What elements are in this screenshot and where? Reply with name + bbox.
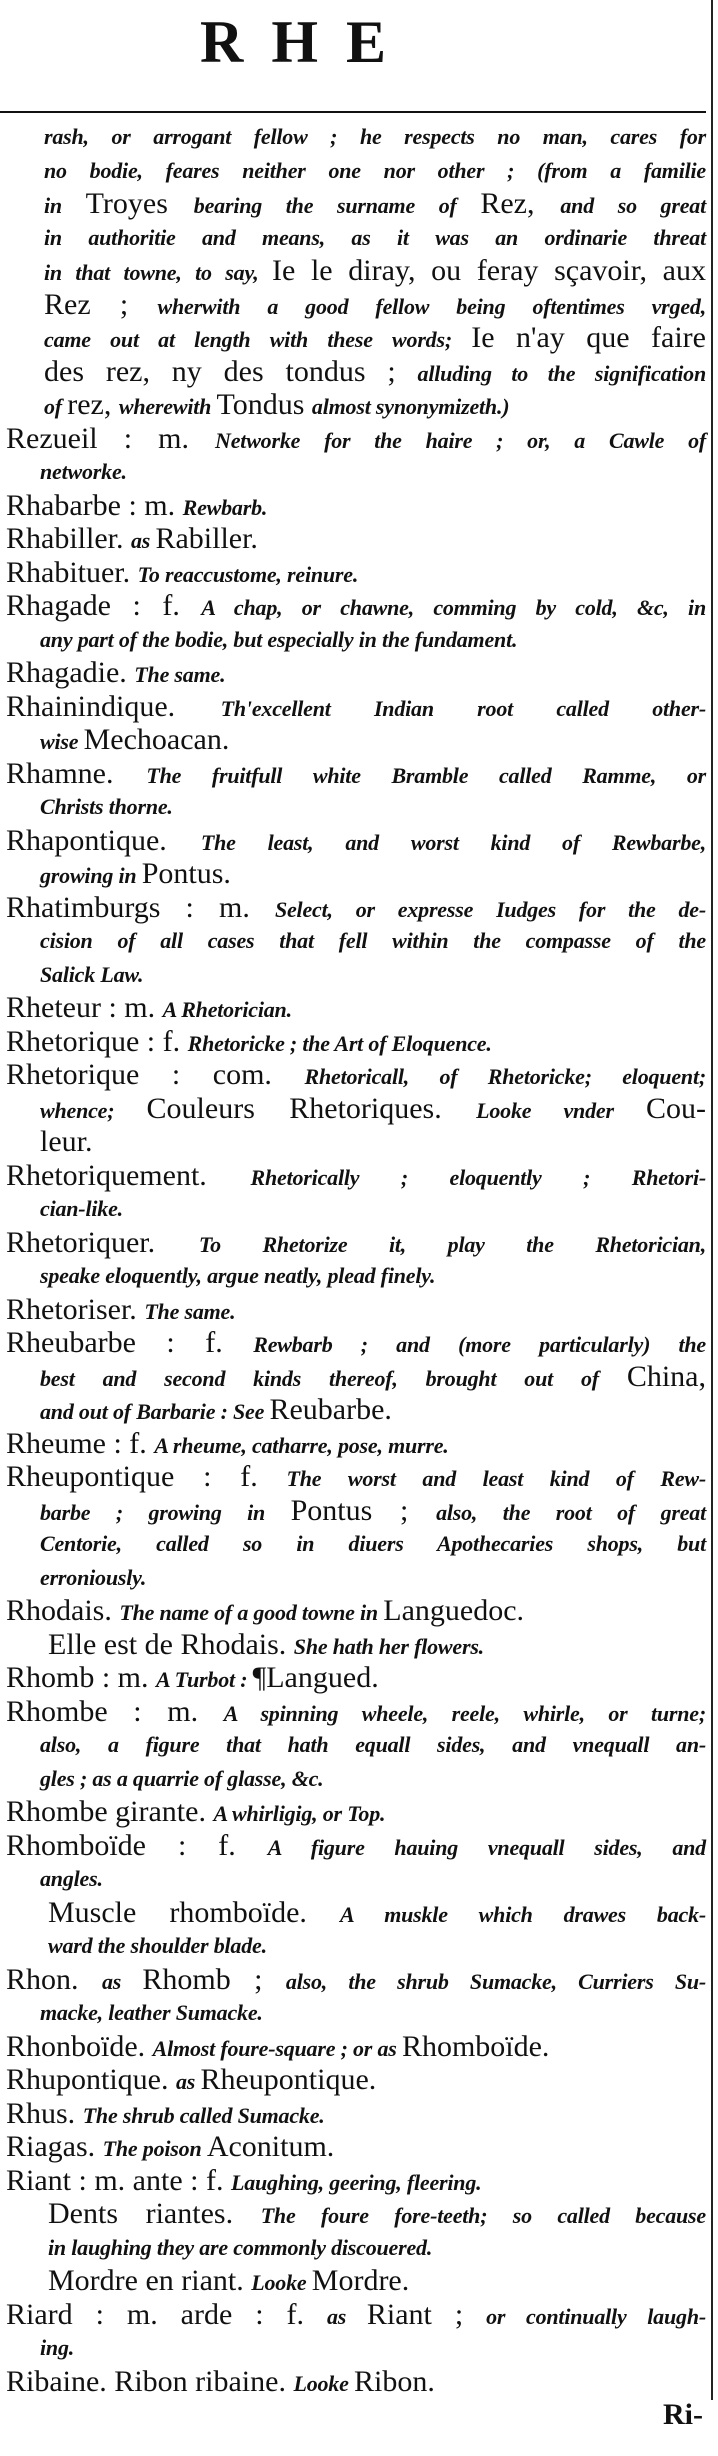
english-gloss: bearing the surname of — [193, 193, 481, 218]
english-gloss: rash, or arrogant fellow ; he respects no man, cares for — [44, 124, 706, 149]
french-text: Rhomb ; — [142, 1962, 286, 1996]
dictionary-entry — [6, 1695, 706, 1796]
text-line — [6, 958, 706, 992]
text-line — [6, 656, 706, 690]
english-gloss: growing in — [40, 863, 142, 888]
french-text: Ribon. — [353, 2364, 435, 2398]
english-gloss: Rhetoricall, of Rhetoricke; eloquent; — [304, 1064, 706, 1089]
english-gloss: The worst and least kind of Rew- — [286, 1466, 706, 1491]
dictionary-entry — [6, 1795, 706, 1829]
text-line — [6, 154, 706, 188]
catchword: Ri- — [663, 2398, 703, 2431]
text-line — [6, 2197, 706, 2231]
dictionary-entry — [6, 824, 706, 891]
headword: Rhon. — [6, 1962, 102, 1996]
french-text: ¶Langued. — [252, 1661, 379, 1694]
headword: Rhombe girante. — [6, 1795, 214, 1828]
text-line — [6, 1159, 706, 1193]
sub-entry — [6, 1896, 706, 1963]
french-text: Pontus ; — [290, 1493, 437, 1527]
english-gloss: Almost foure-square ; or as — [152, 2035, 402, 2061]
text-line — [6, 857, 706, 891]
english-gloss: macke, leather Sumacke. — [40, 2000, 263, 2025]
page-edge-rule — [711, 0, 713, 2400]
text-line — [6, 1527, 706, 1561]
english-gloss: in laughing they are commonly discouered. — [48, 2234, 433, 2260]
headword: Rhainindique. — [6, 689, 221, 723]
english-gloss: also, a figure that hath equall sides, and vnequall an- — [40, 1732, 706, 1757]
english-gloss: The foure fore-teeth; so called because — [260, 2203, 706, 2228]
text-line — [6, 1963, 706, 1997]
dictionary-entry — [6, 1594, 706, 1628]
sub-entry — [6, 2264, 706, 2298]
headword: Rhapontique. — [6, 823, 201, 857]
headword: Rhomboïde : f. — [6, 1828, 268, 1862]
text-line — [6, 1393, 706, 1427]
text-line — [6, 2130, 706, 2164]
text-line — [6, 1728, 706, 1762]
english-gloss: A Rhetorician. — [162, 997, 292, 1022]
headword: Rezueil : m. — [6, 421, 216, 455]
text-line — [6, 388, 706, 422]
text-line — [6, 1795, 706, 1829]
english-gloss: She hath her flowers. — [293, 1633, 484, 1659]
dictionary-entry — [6, 2164, 706, 2198]
headword: Rhus. — [6, 2096, 83, 2130]
french-text: China, — [626, 1359, 706, 1393]
dictionary-entry — [6, 2130, 706, 2164]
sub-entry — [6, 2197, 706, 2264]
french-text: Mechoacan. — [83, 723, 230, 756]
english-gloss: as — [101, 1968, 143, 1994]
headword: Riagas. — [6, 2130, 103, 2163]
french-text: Couleurs Rhetoriques. — [146, 1091, 477, 1125]
english-gloss: Looke vnder — [476, 1097, 646, 1123]
dictionary-entry — [6, 1460, 706, 1594]
english-gloss: A rheume, catharre, pose, murre. — [154, 1432, 449, 1458]
dictionary-entry — [6, 556, 706, 590]
english-gloss: Centorie, called so in diuers Apothecaries shops, but — [40, 1531, 706, 1556]
text-line — [6, 1896, 706, 1930]
headword: Dents riantes. — [48, 2197, 261, 2230]
text-line — [6, 1628, 706, 1662]
french-text: Rez ; — [44, 287, 158, 321]
headword: Rhetorique : f. — [6, 1024, 188, 1058]
dictionary-entry — [6, 1293, 706, 1327]
text-line — [6, 1695, 706, 1729]
english-gloss: angles. — [40, 1866, 103, 1891]
headword: Rhetoriser. — [6, 1292, 145, 1326]
english-gloss: Looke — [251, 2270, 312, 2295]
text-line — [6, 221, 706, 255]
english-gloss: networke. — [40, 459, 127, 484]
dictionary-entry — [6, 690, 706, 757]
text-line — [6, 1226, 706, 1260]
text-line — [6, 321, 706, 355]
text-line — [6, 891, 706, 925]
text-line — [6, 1058, 706, 1092]
french-text: rez, — [67, 388, 119, 421]
english-gloss: cian-like. — [40, 1196, 123, 1221]
dictionary-entry — [6, 489, 706, 523]
french-text: Tondus — [216, 388, 312, 421]
english-gloss: alluding to the signification — [417, 360, 706, 386]
english-gloss: also, the root of great — [436, 1499, 707, 1525]
french-text: Pontus. — [141, 857, 231, 890]
english-gloss: A Turbot : — [156, 1667, 253, 1692]
text-line — [6, 254, 706, 288]
english-gloss: The same. — [134, 662, 226, 687]
english-gloss: A spinning wheele, reele, whirle, or turne; — [223, 1700, 706, 1726]
english-gloss: gles ; as a quarrie of glasse, &c. — [40, 1765, 324, 1791]
text-line — [6, 2063, 706, 2097]
english-gloss: Rhetoricke ; the Art of Eloquence. — [187, 1030, 492, 1056]
english-gloss: A figure hauing vnequall sides, and — [267, 1834, 706, 1860]
dictionary-entry — [6, 757, 706, 824]
text-line — [6, 824, 706, 858]
text-line — [6, 991, 706, 1025]
text-line — [6, 1427, 706, 1461]
english-gloss: wherewith — [118, 394, 217, 419]
english-gloss: best and second kinds thereof, brought out of — [40, 1365, 627, 1391]
english-gloss: and so great — [560, 193, 706, 218]
text-line — [6, 187, 706, 221]
french-text: Ie n'ay que faire — [471, 321, 706, 354]
dictionary-entry — [6, 2030, 706, 2064]
text-line — [6, 2298, 706, 2332]
text-line — [6, 924, 706, 958]
text-line — [6, 489, 706, 523]
english-gloss: in that towne, to say, — [44, 260, 272, 285]
french-text: Troyes — [85, 187, 194, 220]
headword: Rhupontique. — [6, 2063, 176, 2096]
english-gloss: Networke for the haire ; or, a Cawle of — [215, 427, 706, 453]
dictionary-entry — [6, 1427, 706, 1461]
text-line — [6, 1661, 706, 1695]
french-text: Reubarbe. — [269, 1393, 392, 1426]
english-gloss: Th'excellent Indian root called other- — [220, 695, 706, 721]
text-line — [6, 522, 706, 556]
french-text: des rez, ny des tondus ; — [44, 354, 418, 388]
english-gloss: almost synonymizeth.) — [311, 394, 510, 419]
french-text: Rabiller. — [155, 522, 258, 555]
english-gloss: The fruitfull white Bramble called Ramme, or — [146, 762, 706, 788]
english-gloss: as — [130, 528, 156, 553]
text-line — [6, 1460, 706, 1494]
english-gloss: The least, and worst kind of Rewbarbe, — [200, 829, 706, 855]
text-line — [6, 2264, 706, 2298]
text-line — [6, 1996, 706, 2030]
text-line — [6, 723, 706, 757]
headword: Rhagadie. — [6, 656, 135, 689]
english-gloss: also, the shrub Sumacke, Curriers Su- — [285, 1968, 707, 1994]
english-gloss: as — [176, 2069, 201, 2094]
dictionary-entry — [6, 2365, 706, 2399]
english-gloss: Christs thorne. — [40, 794, 173, 819]
text-line — [6, 1360, 706, 1394]
english-gloss: in authoritie and means, as it was an ordinarie threat — [44, 224, 706, 250]
headword: Rhetoriquer. — [6, 1225, 199, 1259]
text-line — [6, 2331, 706, 2365]
dictionary-column — [6, 120, 706, 2398]
text-line — [6, 690, 706, 724]
headword: Rhamne. — [6, 756, 147, 790]
english-gloss: whence; — [40, 1097, 147, 1123]
headword: Rhetoriquement. — [6, 1158, 251, 1192]
english-gloss: Rewbarb. — [182, 494, 268, 520]
english-gloss: any part of the bodie, but especially in the fundament. — [40, 626, 518, 652]
english-gloss: ing. — [40, 2335, 75, 2360]
text-line — [6, 288, 706, 322]
text-line — [6, 120, 706, 154]
french-text: Riant ; — [366, 2297, 487, 2331]
english-gloss: Looke — [293, 2370, 354, 2396]
text-line — [6, 1092, 706, 1126]
english-gloss: as — [326, 2303, 367, 2329]
english-gloss: A chap, or chawne, comming by cold, &c, in — [201, 595, 707, 620]
text-line — [6, 1829, 706, 1863]
dictionary-entry — [6, 589, 706, 656]
english-gloss: speake eloquently, argue neatly, plead finely. — [40, 1263, 436, 1288]
dictionary-entry — [6, 2063, 706, 2097]
headword: Riant : m. ante : f. — [6, 2163, 231, 2197]
text-line — [6, 1293, 706, 1327]
dictionary-entry — [6, 422, 706, 489]
english-gloss: Laughing, geering, fleering. — [230, 2169, 482, 2195]
text-line — [6, 589, 706, 623]
english-gloss: and out of Barbarie : See — [40, 1399, 270, 1424]
english-gloss: A muskle which drawes back- — [340, 1901, 706, 1927]
english-gloss: Rhetorically ; eloquently ; Rhetori- — [250, 1164, 706, 1190]
headword: Rhomb : m. — [6, 1661, 157, 1694]
text-line — [6, 455, 706, 489]
dictionary-entry — [6, 2097, 706, 2131]
english-gloss: of — [44, 394, 68, 419]
headword: Rhabarbe : m. — [6, 488, 183, 522]
running-head: RHE — [200, 9, 415, 75]
text-line — [6, 1594, 706, 1628]
dictionary-entry — [6, 891, 706, 992]
dictionary-entry — [6, 991, 706, 1025]
english-gloss: barbe ; growing in — [40, 1499, 291, 1525]
headword: Rhombe : m. — [6, 1694, 224, 1728]
headword: Mordre en riant. — [48, 2264, 252, 2297]
text-line — [6, 355, 706, 389]
french-text: Cou- — [646, 1091, 706, 1125]
headword: Rhetorique : com. — [6, 1058, 305, 1091]
dictionary-entry — [6, 1226, 706, 1293]
french-text: Mordre. — [311, 2264, 410, 2297]
text-line — [6, 556, 706, 590]
french-text: Rhomboïde. — [401, 2029, 550, 2063]
headword: Rheubarbe : f. — [6, 1326, 254, 1359]
sub-entry — [6, 1628, 706, 1662]
dictionary-entry — [6, 1963, 706, 2030]
dictionary-entry — [6, 1326, 706, 1427]
english-gloss: To Rhetorize it, play the Rhetorician, — [198, 1231, 706, 1257]
english-gloss: ward the shoulder blade. — [48, 1933, 267, 1958]
english-gloss: erroniously. — [40, 1564, 147, 1590]
dictionary-entry — [6, 2298, 706, 2365]
dictionary-entry — [6, 656, 706, 690]
text-line — [6, 757, 706, 791]
text-line — [6, 623, 706, 657]
dictionary-entry — [6, 1159, 706, 1226]
english-gloss: came out at length with these words; — [44, 327, 472, 352]
french-text: Rheupontique. — [200, 2063, 377, 2096]
headword: Rhabituer. — [6, 555, 138, 589]
text-line — [6, 790, 706, 824]
english-gloss: wherwith a good fellow being oftentimes vrged, — [157, 293, 706, 319]
text-line — [6, 1192, 706, 1226]
english-gloss: The shrub called Sumacke. — [82, 2102, 325, 2128]
headword: Rhatimburgs : m. — [6, 890, 275, 924]
headword: Rhodais. — [6, 1594, 120, 1627]
english-gloss: Salick Law. — [40, 961, 144, 987]
text-line — [6, 1259, 706, 1293]
text-line — [6, 1125, 706, 1159]
carried-over-text — [6, 120, 706, 422]
text-line — [6, 1862, 706, 1896]
french-text: Rez, — [480, 187, 561, 220]
text-line — [6, 1326, 706, 1360]
french-text: leur. — [40, 1125, 93, 1158]
french-text: Aconitum. — [206, 2130, 335, 2163]
headword: Rheteur : m. — [6, 991, 163, 1024]
headword: Elle est de Rhodais. — [48, 1627, 294, 1661]
header-rule — [0, 111, 706, 113]
english-gloss: cision of all cases that fell within the compasse of the — [40, 928, 706, 953]
headword: Ribaine. Ribon ribaine. — [6, 2364, 294, 2398]
english-gloss: The same. — [144, 1298, 236, 1324]
text-line — [6, 2097, 706, 2131]
dictionary-entry — [6, 1058, 706, 1159]
headword: Rheume : f. — [6, 1426, 155, 1460]
text-line — [6, 2164, 706, 2198]
dictionary-entry — [6, 1829, 706, 1896]
english-gloss: A whirligig, or Top. — [213, 1801, 386, 1826]
text-line — [6, 2365, 706, 2399]
dictionary-entry — [6, 1025, 706, 1059]
text-line — [6, 1025, 706, 1059]
english-gloss: in — [44, 193, 86, 218]
french-text: Languedoc. — [383, 1594, 525, 1627]
text-line — [6, 1929, 706, 1963]
english-gloss: The name of a good towne in — [119, 1600, 384, 1625]
headword: Riard : m. arde : f. — [6, 2297, 327, 2331]
text-line — [6, 1762, 706, 1796]
english-gloss: Select, or expresse Iudges for the de- — [274, 896, 706, 922]
text-line — [6, 1561, 706, 1595]
english-gloss: no bodie, feares neither one nor other ; (from a familie — [44, 157, 706, 183]
dictionary-entry — [6, 1661, 706, 1695]
english-gloss: or continually laugh- — [486, 2303, 706, 2329]
english-gloss: To reaccustome, reinure. — [137, 561, 359, 587]
headword: Rhabiller. — [6, 522, 131, 555]
headword: Rhonboïde. — [6, 2029, 153, 2063]
text-line — [6, 422, 706, 456]
french-text: Ie le diray, ou feray sçavoir, aux — [271, 254, 706, 287]
text-line — [6, 2231, 706, 2265]
headword: Rhagade : f. — [6, 589, 202, 622]
headword: Rheupontique : f. — [6, 1460, 287, 1493]
english-gloss: The poison — [102, 2136, 207, 2161]
dictionary-entry — [6, 522, 706, 556]
text-line — [6, 1494, 706, 1528]
english-gloss: Rewbarb ; and (more particularly) the — [253, 1332, 706, 1357]
english-gloss: wise — [40, 729, 84, 754]
headword: Muscle rhomboïde. — [48, 1895, 341, 1929]
text-line — [6, 2030, 706, 2064]
